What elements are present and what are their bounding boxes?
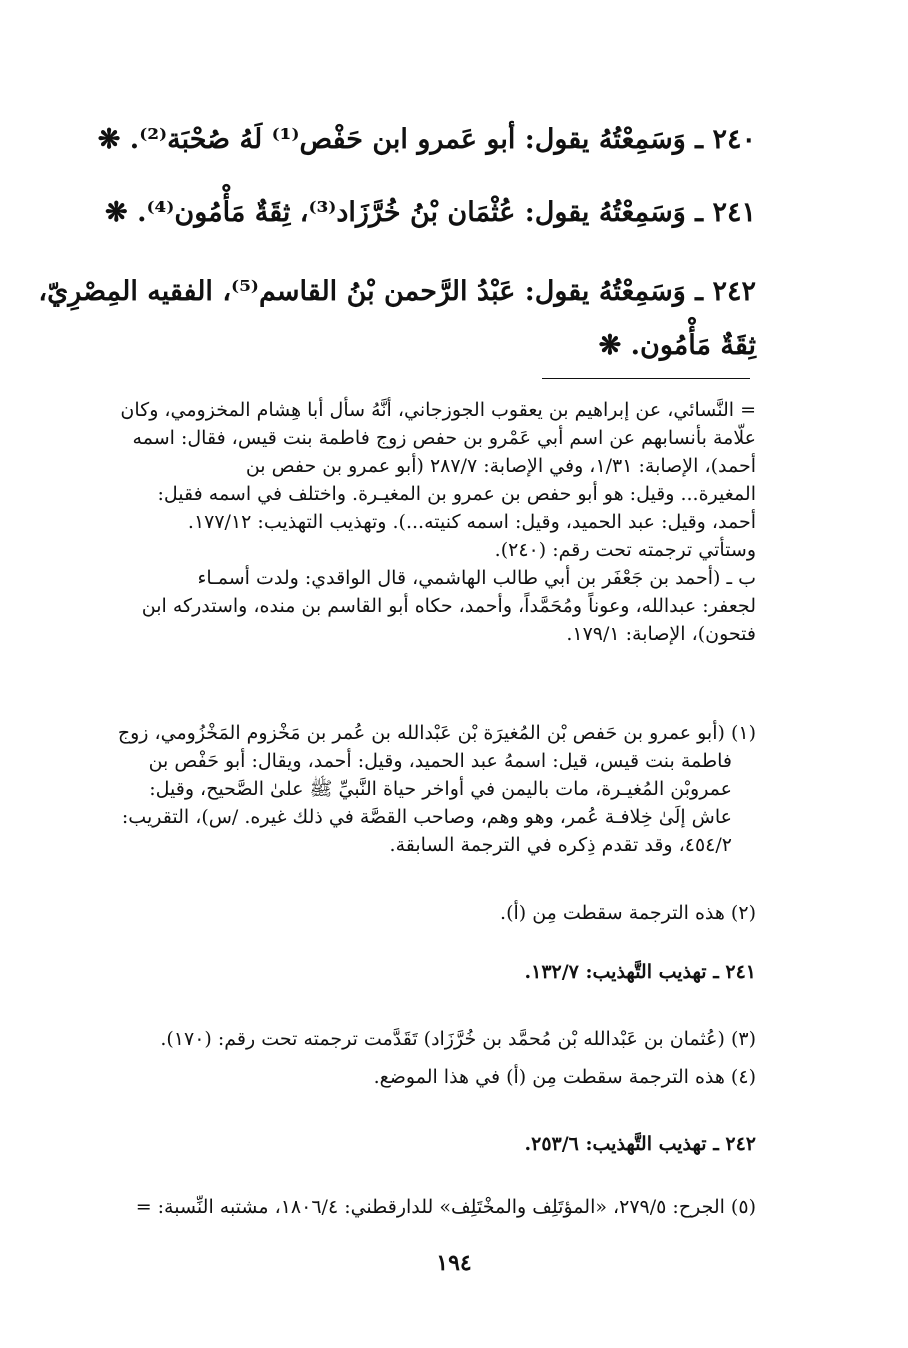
footnote-2 [108,899,756,927]
footnote-line: عمروبْن المُغيـرة، مات باليمن في أواخر حياة النَّبيِّ ﷺ علىٰ الصَّحيح، وقيل: [149,778,732,800]
footnote-line: فاطمة بنت قيس، قيل: اسمهُ عبد الحميد، وقيل: أحمد، ويقال: أبو حَفْص بن [148,750,732,772]
footnote-line: أحمد)، الإصابة: ١/٣١، وفي الإصابة: ٢٨٧/٧ (أبو عمرو بن حفص بن [245,455,756,477]
footnote-line: وستأتي ترجمته تحت رقم: (٢٤٠). [494,539,756,561]
footnote-line: عاش إلَىٰ خِلافـة عُمر، وهو وهم، وصاحب القصَّة في ذلك غيره. /س)، التقريب: [121,806,732,828]
footnote-line: (٢) هذه الترجمة سقطت مِن (أ). [500,902,756,924]
footnote-line: (٥) الجرح: ٢٧٩/٥، «المؤتَلِف والمخْتَلِف» للدارقطني: ١٨٠٦/٤، مشتبه النِّسبة: = [135,1196,756,1218]
footnote-line: ب ـ (أحمد بن جَعْفَر بن أبي طالب الهاشمي، قال الواقدي: ولدت أسمـاء [197,567,756,589]
entry-242-line1: ٢٤٢ ـ وَسَمِعْتُهُ يقول: عَبْدُ الرَّحمن بْنُ القاسم⁽⁵⁾، الفقيه المِصْرِيّ، [38,276,756,307]
heading-242-ref [108,1130,756,1158]
footnote-line: ٢٤٢ ـ تهذيب التَّهذيب: ٢٥٣/٦. [524,1133,756,1155]
footnote-line: علّامة بأنسابهم عن اسم أبي عَمْرو بن حفص زوج فاطمة بنت قيس، فقال: اسمه [132,427,756,449]
footnote-line: أحمد، وقيل: عبد الحميد، وقيل: اسمه كنيته...). وتهذيب التهذيب: ١٧٧/١٢. [187,511,756,533]
entry-240: ٢٤٠ ـ وَسَمِعْتُهُ يقول: أبو عَمرو ابن حَفْص⁽¹⁾ لَهُ صُحْبَة⁽²⁾. ❋ [97,124,756,155]
footnote-line: ٤٥٤/٢، وقد تقدم ذِكره في الترجمة السابقة. [389,834,732,856]
entry-241: ٢٤١ ـ وَسَمِعْتُهُ يقول: عُثْمَان بْنُ خُرَّزَاد⁽³⁾، ثِقَةٌ مَأْمُون⁽⁴⁾. ❋ [105,197,756,228]
footnote-line: فتحون)، الإصابة: ١٧٩/١. [566,623,756,645]
entry-242-line2: ثِقَةٌ مَأْمُون. ❋ [598,330,756,361]
footnote-separator [542,378,750,379]
footnote-line: (٤) هذه الترجمة سقطت مِن (أ) في هذا الموضع. [373,1066,756,1088]
footnote-line: (١) (أبو عمرو بن حَفص بْن المُغيرَة بْن عَبْدالله بن عُمر بن مَخْزوم المَخْزُومي، زوج [117,722,756,744]
footnote-line: ٢٤١ ـ تهذيب التَّهذيب: ١٣٢/٧. [524,961,756,983]
footnote-line: لجعفر: عبدالله، وعوناً ومُحَمَّداً، وأحمد، حكاه أبو القاسم بن منده، واستدركه ابن [141,595,756,617]
footnote-line: المغيرة... وقيل: هو أبو حفص بن عمرو بن المغيـرة. واختلف في اسمه فقيل: [157,483,756,505]
footnote-line: (٣) (عُثمان بن عَبْدالله بْن مُحمَّد بن خُرَّزَاد) تَقَدَّمت ترجمته تحت رقم: (١٧٠). [160,1028,756,1050]
page-number: ١٩٤ [436,1250,472,1276]
footnote-1 [108,719,756,859]
footnote-3 [108,1025,756,1053]
heading-241-ref [108,958,756,986]
footnote-line: = النَّسائي، عن إبراهيم بن يعقوب الجوزجاني، أنَّهُ سأل أبا هِشام المخزومي، وكان [120,399,756,421]
footnote-continuation [108,396,756,648]
footnote-4 [108,1063,756,1091]
footnote-5 [85,1193,756,1221]
